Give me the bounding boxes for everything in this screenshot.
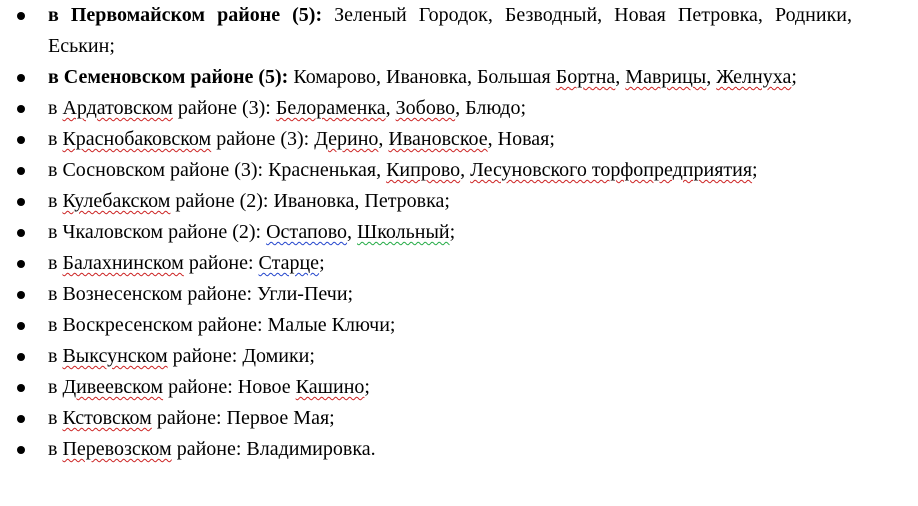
spellcheck-word[interactable]: Белораменка (275, 97, 386, 119)
spellcheck-word[interactable]: Кашино (295, 376, 365, 398)
bullet-icon (17, 384, 25, 392)
spellcheck-word[interactable]: Школьный (357, 221, 450, 243)
bullet-icon (17, 198, 25, 206)
spellcheck-word[interactable]: Перевозском (62, 438, 172, 460)
text-span: в (48, 252, 63, 274)
text-span: в Воскресенском районе: Малые Ключи; (48, 314, 396, 336)
bullet-icon (17, 105, 25, 113)
spellcheck-word[interactable]: Маврицы (625, 66, 707, 88)
bullet-icon (17, 415, 25, 423)
list-item (0, 279, 852, 310)
text-span: в (48, 190, 63, 212)
list-item (0, 310, 852, 341)
spellcheck-word[interactable]: Кулебакском (62, 190, 171, 212)
text-span: , (378, 128, 389, 150)
list-item (0, 0, 852, 62)
list-item (0, 124, 852, 155)
list-item (0, 217, 852, 248)
text-span: в (48, 407, 63, 429)
text-span: районе: (183, 252, 259, 274)
text-span: , (385, 97, 396, 119)
text-span: районе: Домики; (167, 345, 315, 367)
bullet-icon (17, 136, 25, 144)
text-span: ; (449, 221, 456, 243)
spellcheck-word[interactable]: Кипрово (386, 159, 461, 181)
text-span: в (48, 376, 63, 398)
text-span: в Сосновском районе (3): Красненькая, (48, 159, 387, 181)
text-span: , (460, 159, 471, 181)
text-span: ; (791, 66, 797, 88)
text-span: районе: Первое Мая; (151, 407, 335, 429)
bullet-icon (17, 229, 25, 237)
bullet-icon (17, 260, 25, 268)
text-span: ; (752, 159, 758, 181)
spellcheck-word[interactable]: Желнуха (716, 66, 792, 88)
text-span: в (48, 345, 63, 367)
bullet-icon (17, 167, 25, 175)
list-item (0, 434, 852, 465)
list-item (0, 403, 852, 434)
text-span: Комарово, Ивановка, Большая (288, 66, 556, 88)
text-span: районе: Новое (163, 376, 296, 398)
list-item (0, 155, 852, 186)
spellcheck-word[interactable]: Выксунском (62, 345, 168, 367)
spellcheck-word[interactable]: Бортна (555, 66, 616, 88)
bullet-icon (17, 12, 25, 20)
text-span: ; (319, 252, 325, 274)
text-span: , Блюдо; (455, 97, 526, 119)
list-item (0, 93, 852, 124)
bullet-icon (17, 446, 25, 454)
spellcheck-word[interactable]: Балахнинском (62, 252, 184, 274)
spellcheck-word[interactable]: Дивеевском (62, 376, 164, 398)
spellcheck-word[interactable]: Дерино (314, 128, 379, 150)
spellcheck-word[interactable]: Ардатовском (62, 97, 173, 119)
text-span: , Новая; (487, 128, 555, 150)
text-span: в (48, 438, 63, 460)
bullet-icon (17, 291, 25, 299)
spellcheck-word[interactable]: Зобово (395, 97, 456, 119)
spellcheck-word[interactable]: Кстовском (62, 407, 152, 429)
list-item (0, 248, 852, 279)
text-span: районе: Владимировка. (171, 438, 376, 460)
text-span: районе (3): (211, 128, 315, 150)
list-item (0, 372, 852, 403)
spellcheck-word[interactable]: Старце (258, 252, 320, 274)
text-span: ; (364, 376, 370, 398)
spellcheck-word[interactable]: Краснобаковском (62, 128, 212, 150)
bullet-icon (17, 353, 25, 361)
bullet-icon (17, 322, 25, 330)
text-span: районе (3): (172, 97, 276, 119)
text-span: в (48, 97, 63, 119)
text-span: , (347, 221, 358, 243)
text-span: в Вознесенском районе: Угли-Печи; (48, 283, 354, 305)
list-item (0, 62, 852, 93)
list-item (0, 186, 852, 217)
text-span: , (706, 66, 717, 88)
bullet-icon (17, 74, 25, 82)
text-span: в (48, 128, 63, 150)
text-span: , (615, 66, 626, 88)
text-span: районе (2): Ивановка, Петровка; (170, 190, 450, 212)
district-label: в Первомайском районе (5): (48, 4, 323, 26)
text-span: в Чкаловском районе (2): (48, 221, 267, 243)
district-label: в Семеновском районе (5): (48, 66, 289, 88)
spellcheck-word[interactable]: Лесуновского торфопредприятия (470, 159, 753, 181)
spellcheck-word[interactable]: Остапово (266, 221, 348, 243)
list-item (0, 341, 852, 372)
settlements-text: Зеленый Городок, Безводный, Новая Петровка, Родники, Еськин; (48, 4, 853, 57)
spellcheck-word[interactable]: Ивановское (388, 128, 488, 150)
